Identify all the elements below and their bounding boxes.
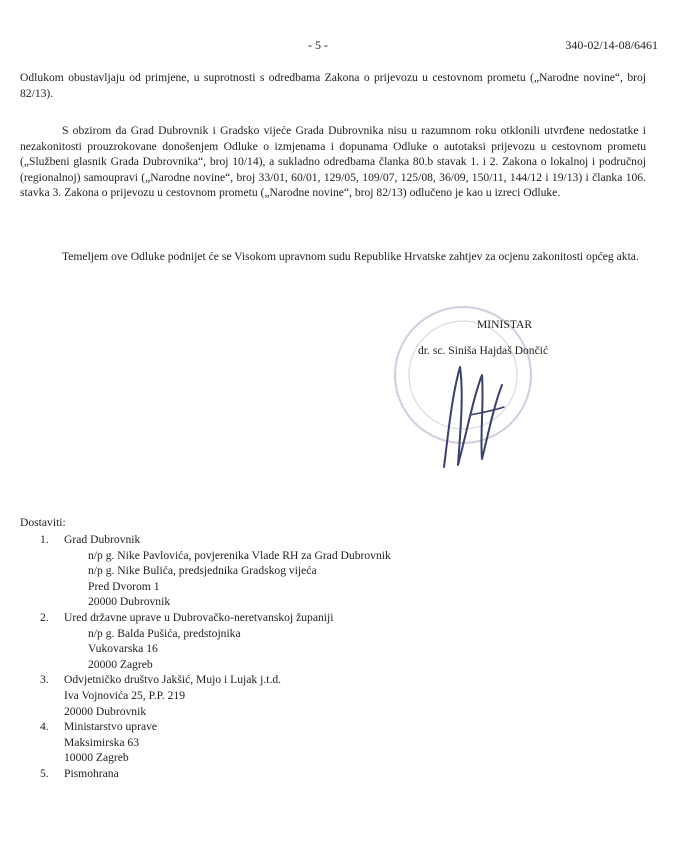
distribution-line: 10000 Zagreb bbox=[64, 751, 129, 765]
distribution-line: Grad Dubrovnik bbox=[64, 533, 141, 546]
distribution-subline: 20000 Zagreb bbox=[88, 657, 153, 671]
handwritten-signature bbox=[430, 355, 520, 475]
reference-number: 340-02/14-08/6461 bbox=[565, 38, 658, 52]
distribution-item bbox=[40, 766, 600, 782]
paragraph-3: Temeljem ove Odluke podnijet će se Visokom upravnom sudu Republike Hrvatske zahtjev za ocjenu zakonitosti općeg akta. bbox=[62, 250, 639, 263]
distribution-item bbox=[40, 532, 600, 610]
distribution-line: Iva Vojnovića 25, P.P. 219 bbox=[64, 688, 185, 702]
distribution-item-number: 4. bbox=[40, 720, 49, 734]
distribution-item-number: 5. bbox=[40, 766, 49, 780]
distribution-line: Odvjetničko društvo Jakšić, Mujo i Lujak j.t.d. bbox=[64, 673, 282, 687]
distribution-item-number: 1. bbox=[40, 533, 49, 546]
distribution-item-number: 2. bbox=[40, 610, 49, 624]
distribution-list bbox=[40, 532, 600, 782]
distribution-line: 20000 Dubrovnik bbox=[64, 704, 147, 718]
distribution-line: Ministarstvo uprave bbox=[64, 720, 158, 734]
distribution-subline: n/p g. Nike Bulića, predsjednika Gradskog vijeća bbox=[88, 564, 317, 578]
paragraph-1: Odlukom obustavljaju od primjene, u suprotnosti s odredbama Zakona o prijevozu u cestovnom prometu („Narodne novine“, broj 82/13). bbox=[20, 71, 646, 100]
distribution-line: Ured državne uprave u Dubrovačko-neretvanskoj županiji bbox=[64, 610, 334, 624]
distribution-label: Dostaviti: bbox=[20, 516, 66, 529]
distribution-subline: Vukovarska 16 bbox=[88, 642, 158, 656]
signatory-name: dr. sc. Siniša Hajdaš Dončić bbox=[418, 344, 549, 357]
paragraph-2: S obzirom da Grad Dubrovnik i Gradsko vijeće Grada Dubrovnika nisu u razumnom roku otklonili utvrđene nedostatke i nezakonitosti prouzrokovane donošenjem Odluke o izmjenama i dopunama Odluke o autotaksi prijevozu u cestovnom prometu („Službeni glasnik Grada Dubrovnika“, broj 10/14), a sukladno odredbama članka 80.b stavak 1. i 2. Zakona o lokalnoj i područnoj (regionalnoj) samoupravi („Narodne novine“, broj 33/01, 60/01, 129/05, 109/07, 125/08, 36/09, 150/11, 144/12 i 19/13) i članka 106. stavka 3. Zakona o prijevozu u cestovnom prometu („Narodne novine“, broj 82/13) odlučeno je kao u izreci Odluke. bbox=[20, 124, 646, 200]
distribution-item bbox=[40, 610, 600, 672]
distribution-line: Pismohrana bbox=[64, 766, 119, 780]
distribution-line: Maksimirska 63 bbox=[64, 735, 140, 749]
distribution-item bbox=[40, 672, 600, 719]
distribution-subline: n/p g. Nike Pavlovića, povjerenika Vlade RH za Grad Dubrovnik bbox=[88, 548, 391, 562]
distribution-item bbox=[40, 719, 600, 766]
distribution-subline: n/p g. Balda Pušića, predstojnika bbox=[88, 626, 241, 640]
distribution-item-number: 3. bbox=[40, 673, 49, 687]
distribution-subline: 20000 Dubrovnik bbox=[88, 595, 171, 609]
page-number: - 5 - bbox=[308, 38, 328, 52]
distribution-subline: Pred Dvorom 1 bbox=[88, 579, 160, 593]
signatory-title: MINISTAR bbox=[477, 318, 533, 331]
